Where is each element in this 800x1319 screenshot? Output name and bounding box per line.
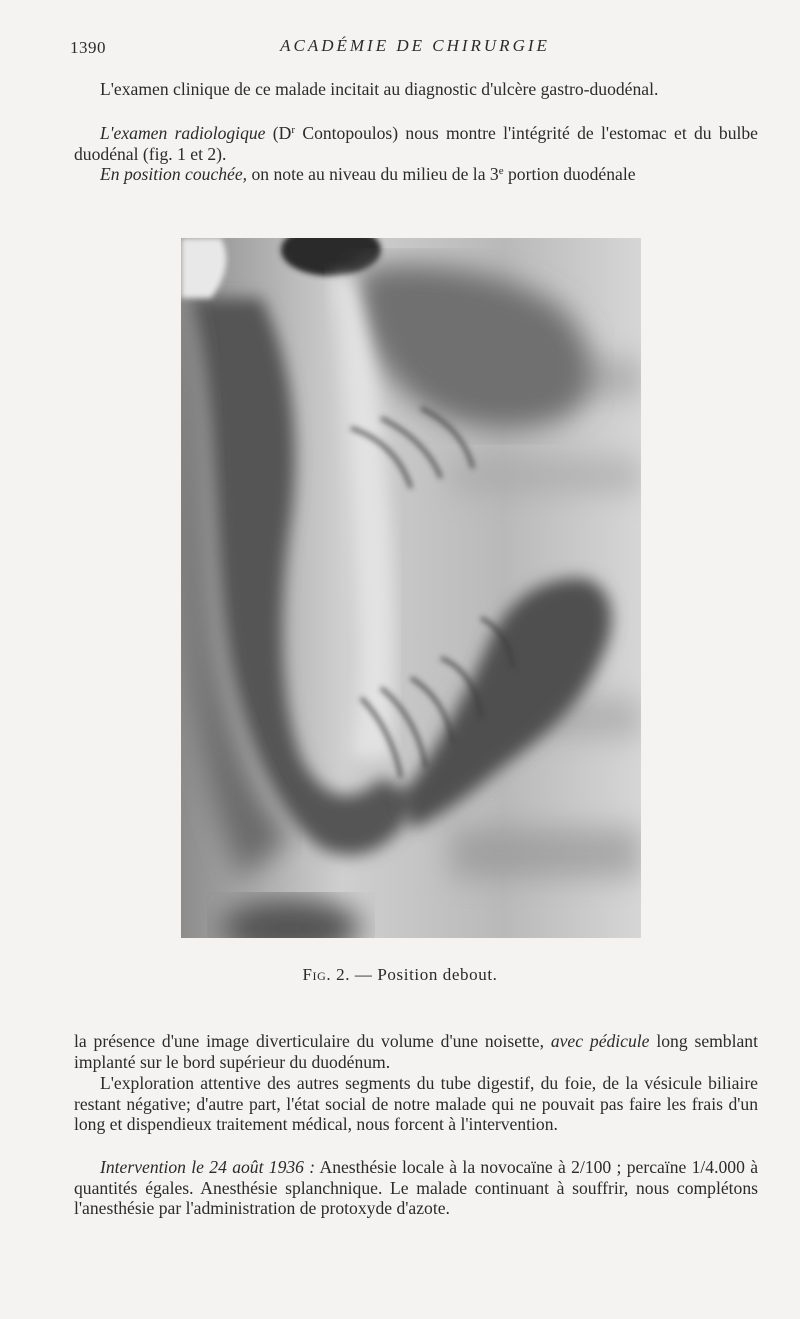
- superscript: r: [291, 124, 296, 136]
- paragraph-text: la présence d'une image diverticulaire du volume d'une noisette,: [74, 1031, 551, 1051]
- paragraph-text: L'examen clinique de ce malade incitait au diagnostic d'ulcère gastro-duodénal.: [100, 79, 659, 99]
- radiograph-image: [181, 238, 641, 938]
- paragraph-text: long semblant implanté sur le bord supérieur du duodénum.: [74, 1031, 758, 1072]
- paragraph-text: on note au niveau du milieu de la 3: [247, 164, 499, 184]
- paragraph-clinical-exam: [74, 79, 758, 100]
- page-number: 1390: [70, 38, 106, 57]
- radiograph-figure: [181, 238, 641, 938]
- italic-phrase: En position couchée,: [100, 164, 248, 184]
- paragraph-intervention: [74, 1157, 758, 1219]
- paragraph-exploration: [74, 1073, 758, 1135]
- paragraph-text: Contopoulos) nous montre l'intégrité de l'estomac et du bulbe duodénal (fig. 1 et 2).: [74, 123, 758, 164]
- italic-phrase: Intervention le 24 août 1936 :: [100, 1157, 316, 1177]
- figure-label: Fig. 2.: [302, 965, 351, 984]
- paragraph-position-couchee: [74, 161, 758, 185]
- italic-phrase: avec pédicule: [550, 1031, 650, 1051]
- paragraph-text: L'exploration attentive des autres segments du tube digestif, du foie, de la vésicule biliaire restant négative; d'autre part, l'état social de notre malade qui ne pouvait pas faire les frais d'un long et dispendieux traitement médical, nous forcent à l'intervention.: [74, 1073, 758, 1134]
- caption-text: — Position debout.: [350, 965, 498, 984]
- paragraph-text: (D: [265, 123, 292, 143]
- italic-phrase: L'examen radiologique: [100, 123, 266, 143]
- paragraph-text: Anesthésie locale à la novocaïne à 2/100 ; percaïne 1/4.000 à quantités égales. Anesthésie splanchnique. Le malade continuant à souffrir, nous complétons l'anesthésie par l'administration de protoxyde d'azote.: [74, 1157, 759, 1218]
- superscript: e: [498, 165, 504, 177]
- running-head: ACADÉMIE DE CHIRURGIE: [280, 36, 550, 55]
- figure-caption: [0, 965, 800, 985]
- paragraph-text: portion duodénale: [503, 164, 636, 184]
- paragraph-diverticular-image: [74, 1031, 758, 1072]
- paragraph-radiology: [74, 120, 758, 164]
